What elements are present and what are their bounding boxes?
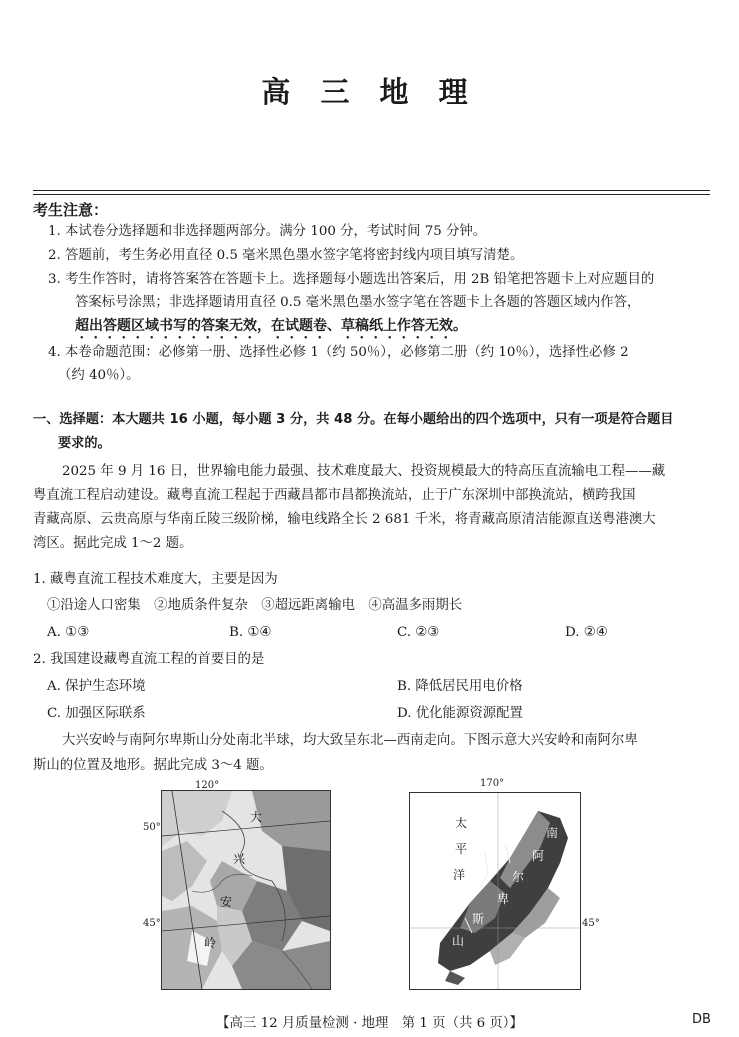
map-left-lon-label: 120° — [195, 780, 220, 791]
header-divider — [33, 190, 710, 191]
section-heading: 一、选择题：本大题共 16 小题，每小题 3 分，共 48 分。在每小题给出的四个选项中，只有一项是符合题目 — [33, 412, 674, 427]
passage1-line-4: 湾区。据此完成 1～2 题。 — [33, 536, 193, 551]
map-right-sea-char-3: 洋 — [453, 868, 466, 882]
map-right-sea-char-2: 平 — [455, 842, 468, 856]
map-left-char-3: 安 — [220, 895, 233, 909]
page-title: 高 三 地 理 — [261, 75, 478, 109]
q2-stem: 2. 我国建设藏粤直流工程的首要目的是 — [33, 652, 265, 667]
map-right-southern-alps — [409, 792, 581, 990]
map-right-mount-char-1: 南 — [546, 826, 559, 840]
notice-emphasis: 超出答题区域书写的答案无效，在试题卷、草稿纸上作答无效。 — [75, 318, 467, 334]
q2-option-c: C. 加强区际联系 — [47, 706, 146, 721]
passage1-line-3: 青藏高原、云贵高原与华南丘陵三级阶梯，输电线路全长 2 681 千米，将青藏高原清洁能源直送粤港澳大 — [33, 512, 656, 527]
q1-option-d: D. ②④ — [565, 625, 608, 640]
map-right-mount-char-3: 尔 — [512, 870, 525, 884]
notice-item-3: 3. 考生作答时，请将答案答在答题卡上。选择题每小题选出答案后，用 2B 铅笔把答题卡上对应题目的 — [48, 272, 655, 287]
q1-option-a: A. ①③ — [47, 625, 90, 640]
map-left-char-2: 兴 — [233, 852, 246, 866]
map-left-greater-khingan — [161, 790, 331, 990]
q1-stem: 1. 藏粤直流工程技术难度大，主要是因为 — [33, 572, 278, 587]
q2-option-b: B. 降低居民用电价格 — [397, 679, 523, 694]
q1-option-c: C. ②③ — [397, 625, 440, 640]
notice-item-2: 2. 答题前，考生务必用直径 0.5 毫米黑色墨水签字笔将密封线内项目填写清楚。 — [48, 248, 524, 263]
passage1-line-1: 2025 年 9 月 16 日，世界输电能力最强、技术难度最大、投资规模最大的特高压直流输电工程——藏 — [62, 464, 666, 479]
q2-option-d: D. 优化能源资源配置 — [397, 706, 523, 721]
map-right-mount-char-4: 卑 — [497, 892, 510, 906]
footer-code: DB — [692, 1012, 711, 1027]
section-heading-cont: 要求的。 — [58, 436, 111, 451]
map-left-char-1: 大 — [250, 810, 263, 824]
page-footer: 【高三 12 月质量检测 · 地理 第 1 页（共 6 页）】 — [216, 1016, 523, 1031]
map-right-mount-char-6: 山 — [452, 934, 465, 948]
notice-item-3-cont: 答案标号涂黑；非选择题请用直径 0.5 毫米黑色墨水签字笔在答题卡上各题的答题区域内作答， — [75, 295, 641, 310]
header-divider-thin — [33, 194, 710, 195]
map-left-terrain — [162, 791, 330, 989]
map-right-mount-char-2: 阿 — [532, 849, 545, 863]
map-left-lat-top: 50° — [143, 822, 161, 833]
q2-option-a: A. 保护生态环境 — [47, 679, 146, 694]
notice-item-4: 4. 本卷命题范围：必修第一册、选择性必修 1（约 50％），必修第二册（约 10％），选择性必修 2 — [48, 345, 629, 360]
notice-heading: 考生注意： — [33, 201, 109, 219]
map-right-sea-char-1: 太 — [455, 816, 468, 830]
passage1-line-2: 粤直流工程启动建设。藏粤直流工程起于西藏昌都市昌都换流站，止于广东深圳中部换流站，横跨我国 — [33, 488, 636, 503]
notice-item-4-cont: （约 40％）。 — [58, 368, 140, 383]
q1-statements: ①沿途人口密集 ②地质条件复杂 ③超远距离输电 ④高温多雨期长 — [47, 598, 463, 613]
q1-option-b: B. ①④ — [229, 625, 272, 640]
map-left-lat-bottom: 45° — [143, 918, 161, 929]
passage2-line-1: 大兴安岭与南阿尔卑斯山分处南北半球，均大致呈东北—西南走向。下图示意大兴安岭和南阿尔卑 — [62, 733, 638, 748]
map-right-lon-label: 170° — [480, 778, 505, 789]
map-right-terrain — [410, 793, 580, 989]
map-right-lat-label: 45° — [582, 918, 600, 929]
map-left-char-4: 岭 — [204, 936, 217, 950]
notice-item-1: 1. 本试卷分选择题和非选择题两部分。满分 100 分，考试时间 75 分钟。 — [48, 224, 487, 239]
map-right-mount-char-5: 斯 — [472, 912, 485, 926]
passage2-line-2: 斯山的位置及地形。据此完成 3～4 题。 — [33, 758, 273, 773]
